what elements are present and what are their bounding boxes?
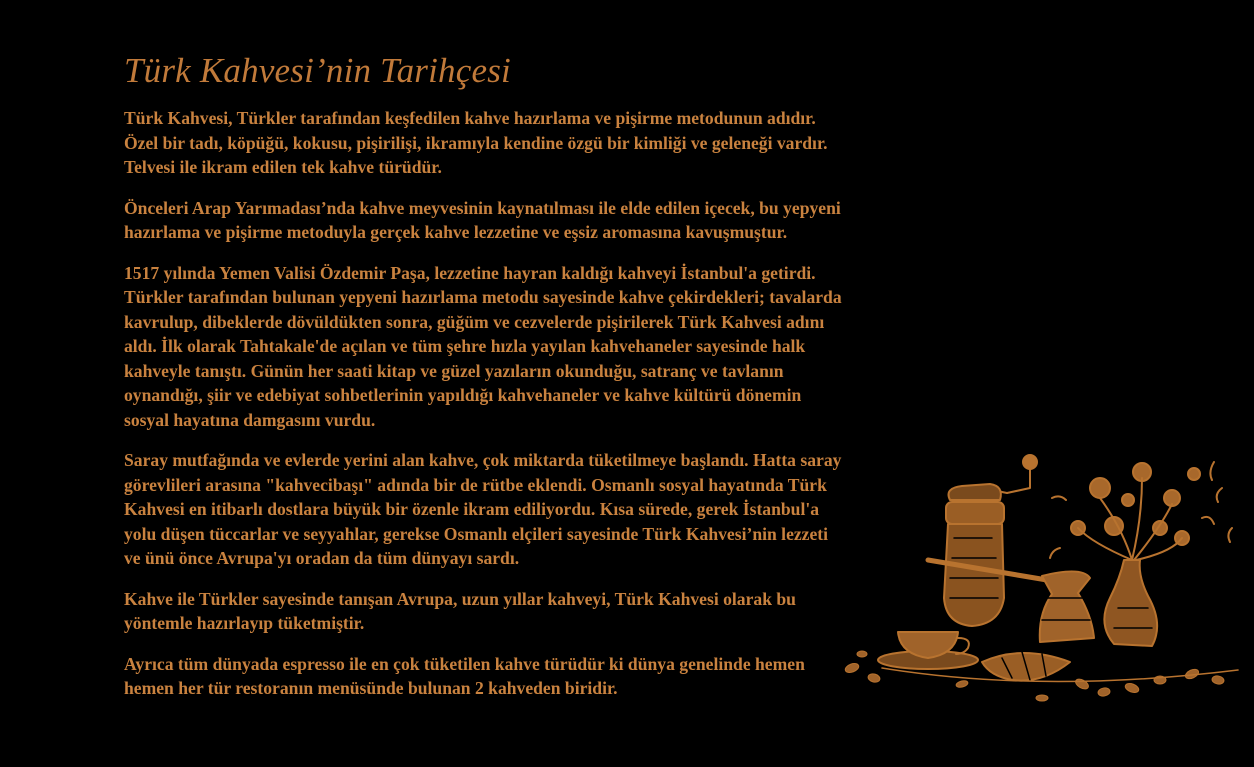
- coffee-set-illustration-icon: [842, 448, 1246, 710]
- grinder-icon: [944, 455, 1037, 626]
- paragraph-origin: Önceleri Arap Yarımadası’nda kahve meyvesinin kaynatılması ile elde edilen içecek, bu yepyeni hazırlama ve pişirme metoduyla gerçek kahve lezzetine ve eşsiz aromasına kavuşmuştur.: [124, 197, 841, 242]
- paragraph-palace: Saray mutfağında ve evlerde yerini alan kahve, çok miktarda tüketilmeye başlandı. Hatta saray görevlileri arasına "kahvecibaşı" adında bir de rütbe eklendi. Osmanlı sosyal hayatında Türk Kahvesi en itibarlı dostlara büyük bir özenle ikram ediliyordu. Kısa sürede, gerek İstanbul'a yolu düşen tüccarlar ve seyyahlar, gerekse Osmanlı elçileri sayesinde Türk Kahvesi’nin lezzeti ve ünü önce Avrupa'yı oradan da tüm dünyayı sardı.: [124, 450, 842, 568]
- paragraph-europe: Kahve ile Türkler sayesinde tanışan Avrupa, uzun yıllar kahveyi, Türk Kahvesi olarak bu yöntemle hazırlayıp tüketmiştir.: [124, 588, 796, 633]
- croissant-icon: [982, 652, 1070, 681]
- article: [124, 48, 849, 717]
- paragraph-espresso: Ayrıca tüm dünyada espresso ile en çok tüketilen kahve türüdür ki dünya genelinde hemen hemen her tür restoranın menüsünde bulunan 2 kahveden biridir.: [124, 653, 805, 698]
- cup-icon: [878, 632, 978, 669]
- flowers-icon: [1050, 462, 1232, 560]
- paragraph-istanbul: 1517 yılında Yemen Valisi Özdemir Paşa, lezzetine hayran kaldığı kahveyi İstanbul'a getirdi. Türkler tarafından bulunan yepyeni hazırlama metodu sayesinde kahve çekirdekleri; tavalarda kavrulup, dibeklerde dövüldükten sonra, güğüm ve cezvelerde pişirilerek Türk Kahvesi adını aldı. İlk olarak Tahtakale'de açılan ve tüm şehre hızla yayılan kahvehaneler sayesinde halk kahveyle tanıştı. Günün her saati kitap ve güzel yazıların okunduğu, satranç ve tavlanın oynandığı, şiir ve edebiyat sohbetlerinin yapıldığı kahvehaneler ve kahve kültürü dönemin sosyal hayatına damgasını vurdu.: [124, 262, 842, 430]
- vase-icon: [1104, 560, 1157, 646]
- paragraph-intro: Türk Kahvesi, Türkler tarafından keşfedilen kahve hazırlama ve pişirme metodunun adıdır. Özel bir tadı, köpüğü, kokusu, pişirilişi, ikramıyla kendine özgü bir kimliği ve geleneği vardır. Telvesi ile ikram edilen tek kahve türüdür.: [124, 108, 828, 177]
- page-title: Türk Kahvesi’nin Tarihçesi: [124, 51, 511, 90]
